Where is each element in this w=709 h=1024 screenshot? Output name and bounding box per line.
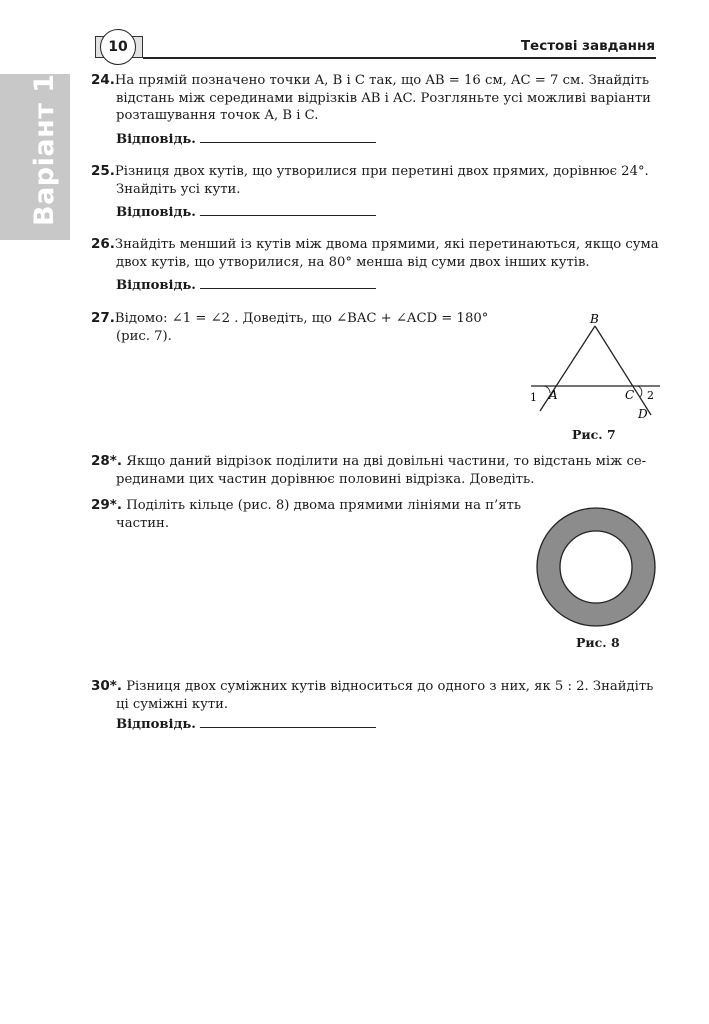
task-line: ці суміжні кути. [116, 696, 229, 712]
answer-26 [116, 276, 376, 293]
answer-label: Відповідь. [116, 132, 196, 147]
task-line: частин. [116, 515, 170, 531]
line-bd [595, 326, 651, 415]
label-b: B [590, 312, 599, 326]
task-line: Поділіть кільце (рис. 8) двома прямими лініями на п’ять [126, 498, 522, 513]
figure-8-ring [535, 506, 657, 628]
task-line: Знайдіть усі кути. [116, 181, 241, 197]
variant-label: Варіант 1 [29, 73, 60, 226]
task-line: Знайдіть менший із кутів між двома прямими, які перетинаються, якщо сума [114, 237, 659, 252]
task-line: двох кутів, що утворилися, на 80° менша від суми двох інших кутів. [116, 254, 590, 270]
answer-line[interactable] [200, 203, 376, 216]
task-number: 26. [91, 236, 115, 252]
task-number: 29*. [91, 497, 122, 513]
task-line: Якщо даний відрізок поділити на дві довільні частини, то відстань між се- [126, 454, 647, 469]
answer-line[interactable] [200, 715, 376, 728]
header-rule [143, 57, 656, 59]
section-title: Тестові завдання [520, 38, 655, 54]
task-26 [91, 236, 659, 271]
answer-line[interactable] [200, 276, 376, 289]
task-27 [91, 310, 488, 345]
answer-label: Відповідь. [116, 278, 196, 293]
answer-line[interactable] [200, 130, 376, 143]
task-line: Різниця двох кутів, що утворилися при перетині двох прямих, дорівнює 24°. [114, 164, 649, 179]
task-24 [91, 72, 651, 125]
task-line: розташування точок A, B і C. [116, 108, 319, 123]
label-a: A [549, 388, 558, 402]
task-number: 30*. [91, 678, 122, 694]
task-number: 28*. [91, 453, 122, 469]
answer-24 [116, 130, 376, 147]
task-number: 27. [91, 310, 115, 326]
answer-label: Відповідь. [116, 205, 196, 220]
figure-7-caption: Рис. 7 [572, 427, 616, 442]
task-line: Різниця двох суміжних кутів відноситься до одного з них, як 5 : 2. Знайдіть [126, 679, 654, 694]
answer-30 [116, 715, 376, 732]
task-line: Відомо: ∠1 = ∠2 . Доведіть, що ∠BAC + ∠ACD = 180° [114, 311, 489, 326]
ring-inner [560, 531, 632, 603]
task-line: (рис. 7). [116, 328, 172, 344]
task-line: На прямій позначено точки A, B і C так, що AB = 16 см, AC = 7 см. Знайдіть [114, 73, 650, 88]
answer-25 [116, 203, 376, 220]
task-29 [91, 497, 521, 532]
task-28 [91, 453, 646, 488]
task-30 [91, 678, 653, 713]
task-25 [91, 163, 649, 198]
task-line: рединами цих частин дорівнює половині відрізка. Доведіть. [116, 471, 535, 487]
page-number: 10 [100, 29, 136, 65]
label-d: D [638, 407, 648, 421]
label-1: 1 [530, 391, 537, 404]
figure-7-diagram [520, 305, 670, 445]
figure-8-caption: Рис. 8 [576, 635, 620, 650]
label-c: C [625, 388, 635, 402]
task-number: 25. [91, 163, 115, 179]
task-number: 24. [91, 72, 115, 88]
label-2: 2 [647, 389, 654, 402]
task-line: відстань між серединами відрізків AB і AC. Розгляньте усі можливі варіанти [116, 90, 651, 106]
answer-label: Відповідь. [116, 717, 196, 732]
